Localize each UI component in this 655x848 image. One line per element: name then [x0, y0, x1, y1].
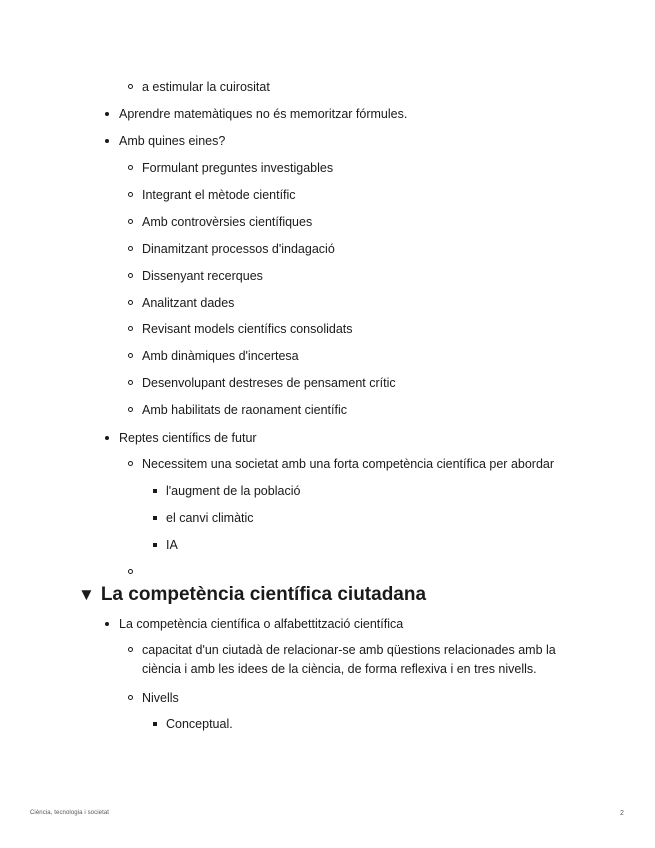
list-item: Amb quines eines? [119, 134, 226, 148]
list-item: Aprendre matemàtiques no és memoritzar fórmules. [119, 107, 408, 121]
list-item: Desenvolupant destreses de pensament crític [142, 376, 396, 390]
list-item: a estimular la cuirositat [142, 80, 270, 94]
list-item: Amb habilitats de raonament científic [142, 403, 347, 417]
list-item: el canvi climàtic [166, 511, 254, 525]
section-heading[interactable] [78, 583, 426, 607]
list-item: Reptes científics de futur [119, 431, 257, 445]
list-item: Analitzant dades [142, 296, 235, 310]
footer-title: Ciència, tecnologia i societat [30, 810, 110, 816]
section-title: La competència científica ciutadana [100, 584, 427, 605]
list-item: Amb controvèrsies científiques [142, 215, 313, 229]
list-item: Integrant el mètode científic [142, 188, 296, 202]
list-item: Necessitem una societat amb una forta competència científica per abordar [142, 457, 555, 471]
list-item: Formulant preguntes investigables [142, 161, 334, 175]
list-item: capacitat d'un ciutadà de relacionar-se amb qüestions relacionades amb la ciència i amb les idees de la ciència, de forma reflexiva i en tres nivells. [142, 641, 582, 679]
list-item: l'augment de la població [166, 484, 301, 498]
list-item: Dissenyant recerques [142, 269, 263, 283]
list-item: IA [166, 538, 178, 552]
collapse-triangle-icon[interactable]: ▼ [78, 585, 95, 604]
list-item: Conceptual. [166, 717, 233, 731]
list-item: Nivells [142, 691, 179, 705]
list-item: La competència científica o alfabettització científica [119, 617, 404, 631]
list-item: Amb dinàmiques d'incertesa [142, 349, 299, 363]
page-number: 2 [620, 810, 624, 817]
list-item: Revisant models científics consolidats [142, 322, 353, 336]
list-item: Dinamitzant processos d'indagació [142, 242, 335, 256]
